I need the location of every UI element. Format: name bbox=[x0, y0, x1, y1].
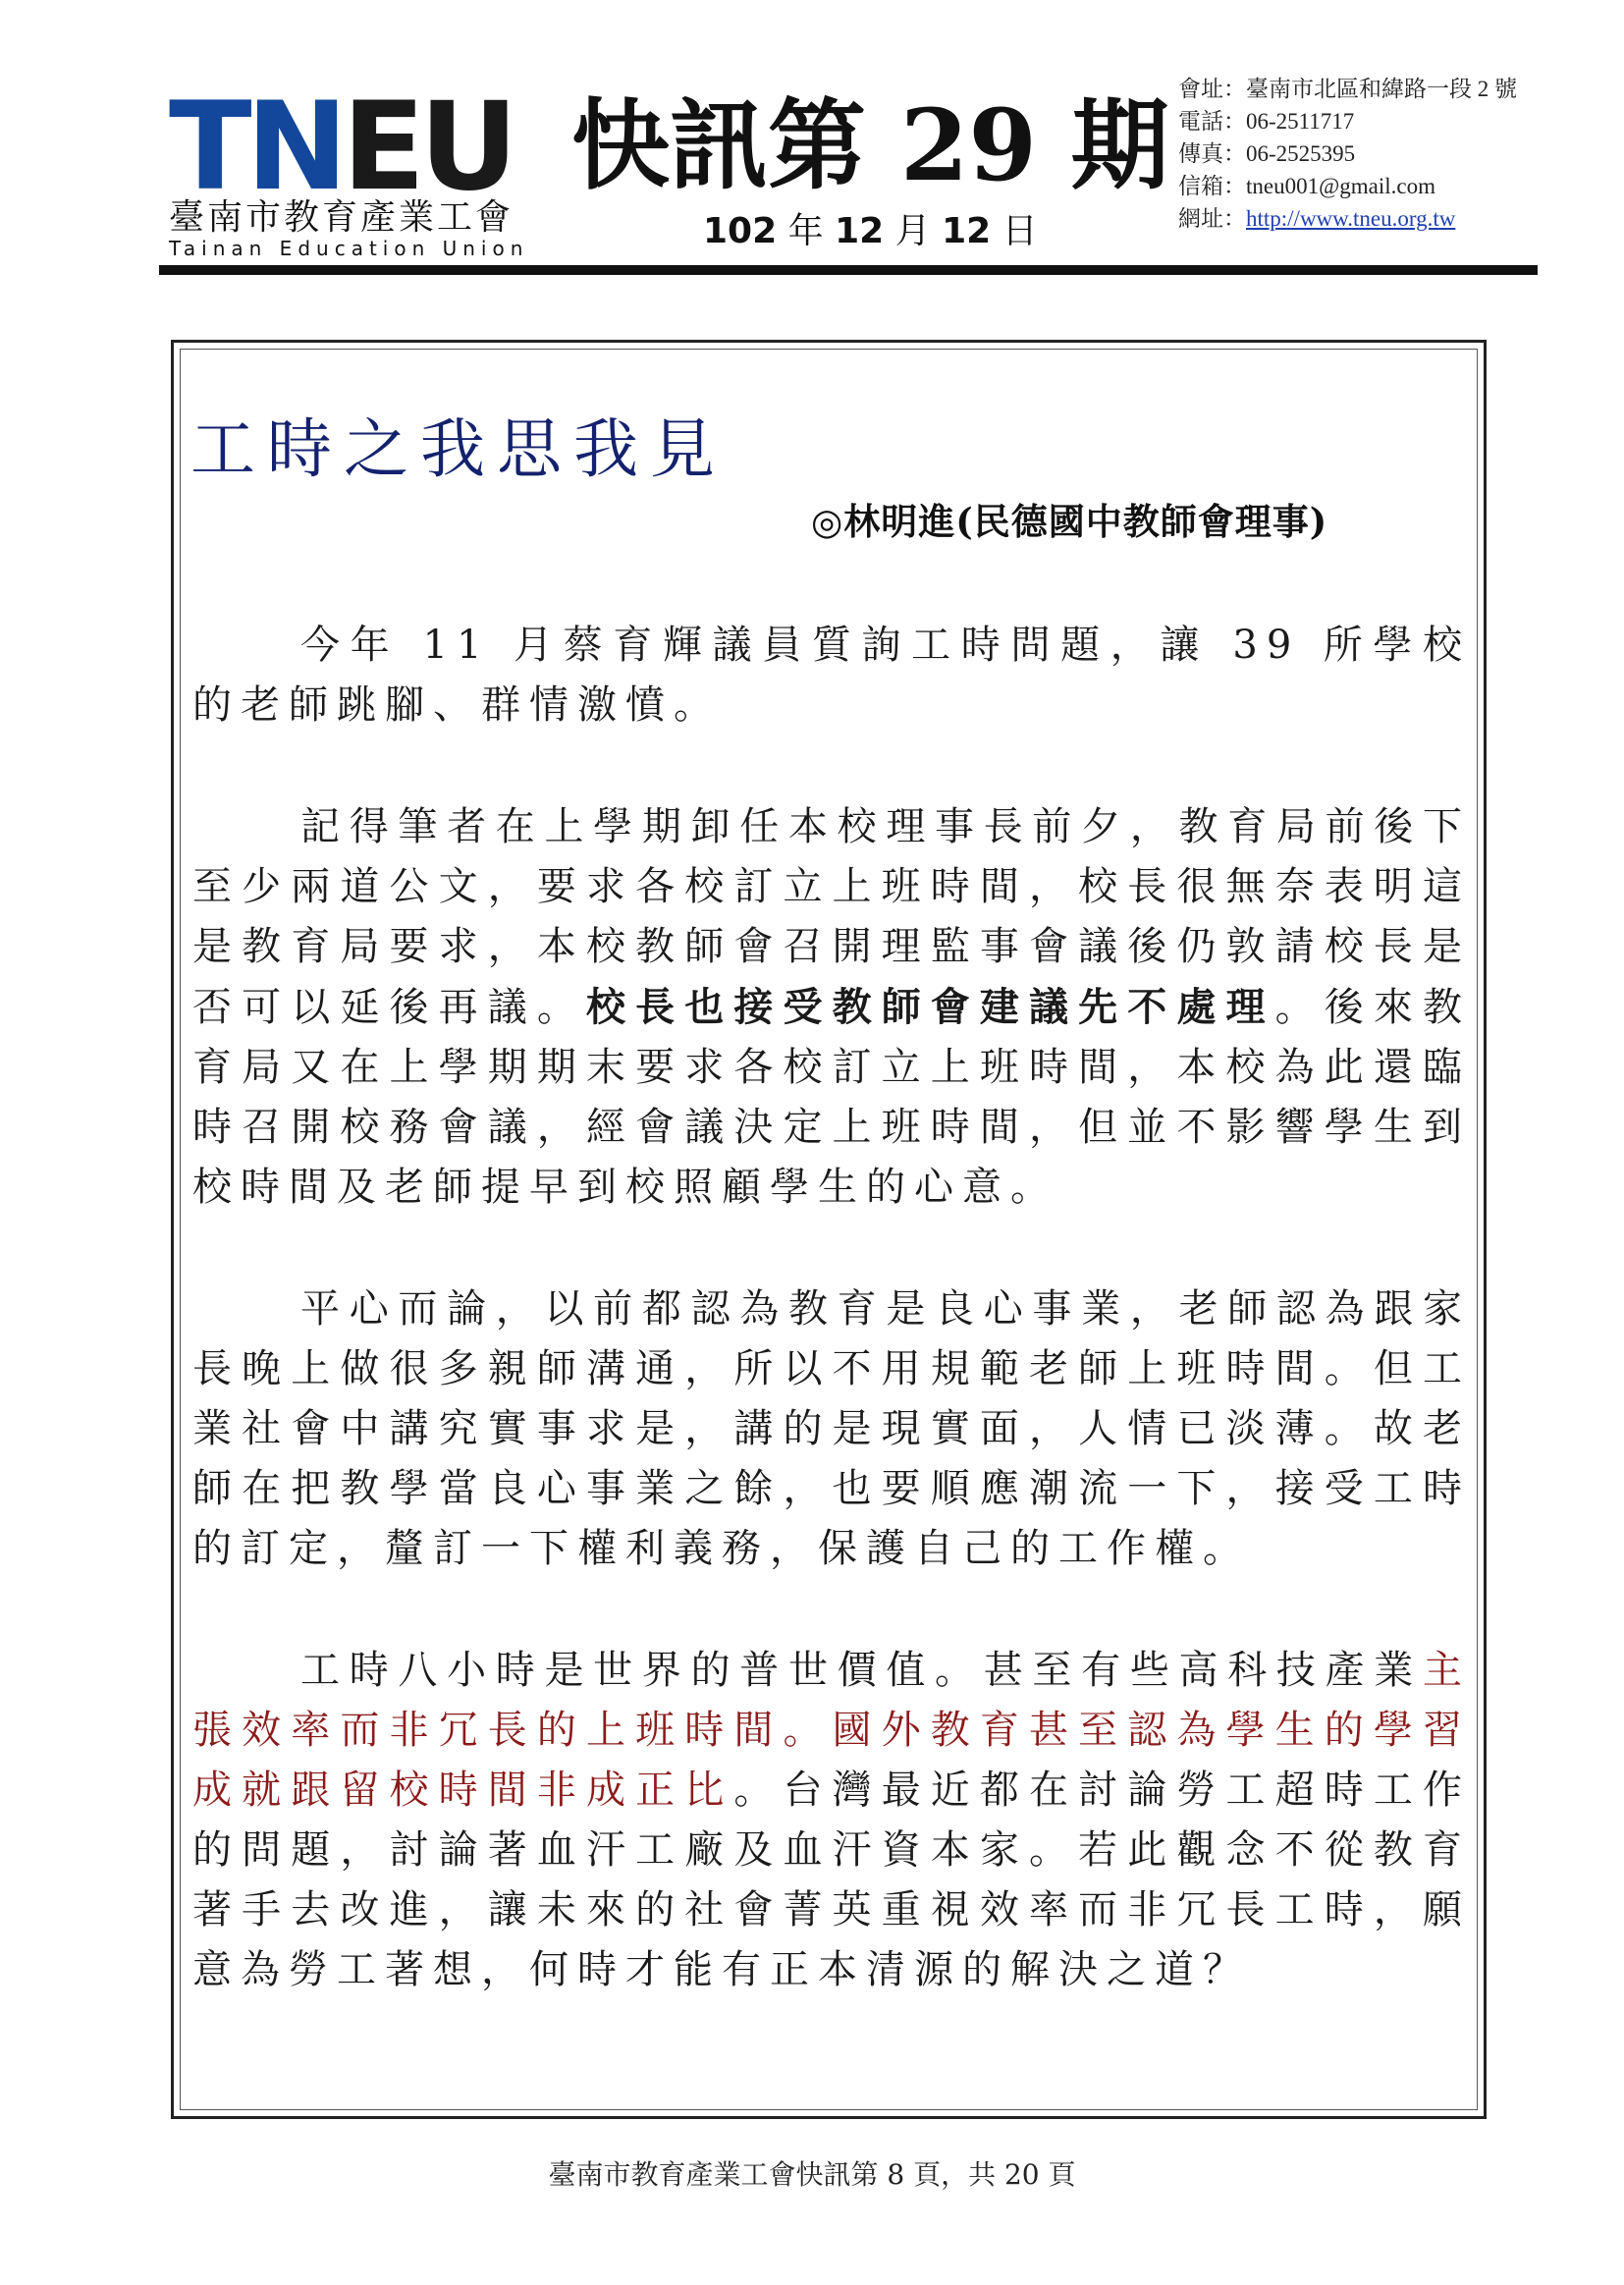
emphasis-bold: 校長也接受教師會建議先不處理 bbox=[585, 984, 1275, 1030]
contact-website: 網址：http://www.tneu.org.tw bbox=[1178, 206, 1456, 231]
paragraph-2: 記得筆者在上學期卸任本校理事長前夕，教育局前後下至少兩道公文，要求各校訂立上班時間，校長很無奈表明這是教育局要求，本校教師會召開理監事會議後仍敦請校長是否可以延後再議。校長也接受教師會建議先不處理。後來教育局又在上學期期末要求各校訂立上班時間，本校為此還臨時召開校務會議，經會議決定上班時間，但並不影響學生到校時間及老師提早到校照顧學生的心意。 bbox=[192, 804, 1472, 1210]
article-title: 工時之我思我見 bbox=[190, 411, 727, 487]
byline-mark: ◎ bbox=[811, 501, 844, 543]
paragraph-3: 平心而論，以前都認為教育是良心事業，老師認為跟家長晚上做很多親師溝通，所以不用規範老師上班時間。但工業社會中講究實事求是，講的是現實面，人情已淡薄。故老師在把教學當良心事業之餘，也要順應潮流一下，接受工時的訂定，釐訂一下權利義務，保護自己的工作權。 bbox=[192, 1286, 1471, 1571]
contact-info bbox=[1178, 73, 1551, 235]
paragraph-1: 今年 11 月蔡育輝議員質詢工時問題，讓 39 所學校的老師跳腳、群情激憤。 bbox=[192, 623, 1471, 728]
header-divider bbox=[159, 265, 1538, 275]
contact-email: 信箱：tneu001@gmail.com bbox=[1178, 174, 1436, 198]
paragraph-4: 工時八小時是世界的普世價值。甚至有些高科技產業主張效率而非冗長的上班時間。國外教育甚至認為學生的學習成就跟留校時間非成正比。台灣最近都在討論勞工超時工作的問題，討論著血汗工廠及血汗資本家。若此觀念不從教育著手去改進，讓未來的社會菁英重視效率而非冗長工時，願意為勞工著想，何時才能有正本清源的解決之道？ bbox=[192, 1648, 1472, 1992]
article-byline bbox=[811, 497, 1327, 547]
contact-phone: 電話：06-2511717 bbox=[1178, 109, 1355, 134]
byline-author: 林明進(民德國中教師會理事) bbox=[843, 500, 1328, 543]
page-footer: 臺南市教育產業工會快訊第 8 頁，共 20 頁 bbox=[548, 2158, 1076, 2191]
tneu-logo bbox=[169, 77, 552, 260]
emphasis-red: 主張效率而非冗長的上班時間。國外教育甚至認為學生的學習成就跟留校時間非成正比 bbox=[192, 1648, 1471, 1813]
contact-fax: 傳真：06-2525395 bbox=[1178, 141, 1356, 166]
contact-address: 會址：臺南市北區和緯路一段 2 號 bbox=[1178, 77, 1517, 101]
article-body bbox=[192, 616, 1471, 2062]
logo-english-name: Tainan Education Union bbox=[169, 237, 529, 260]
website-link[interactable]: http://www.tneu.org.tw bbox=[1246, 206, 1456, 231]
issue-title: 快訊第 29 期 bbox=[571, 87, 1169, 203]
issue-date: 102 年 12 月 12 日 bbox=[703, 211, 1038, 251]
logo-wordmark: TNEU bbox=[169, 77, 513, 218]
logo-chinese-name: 臺南市教育產業工會 bbox=[169, 197, 514, 238]
